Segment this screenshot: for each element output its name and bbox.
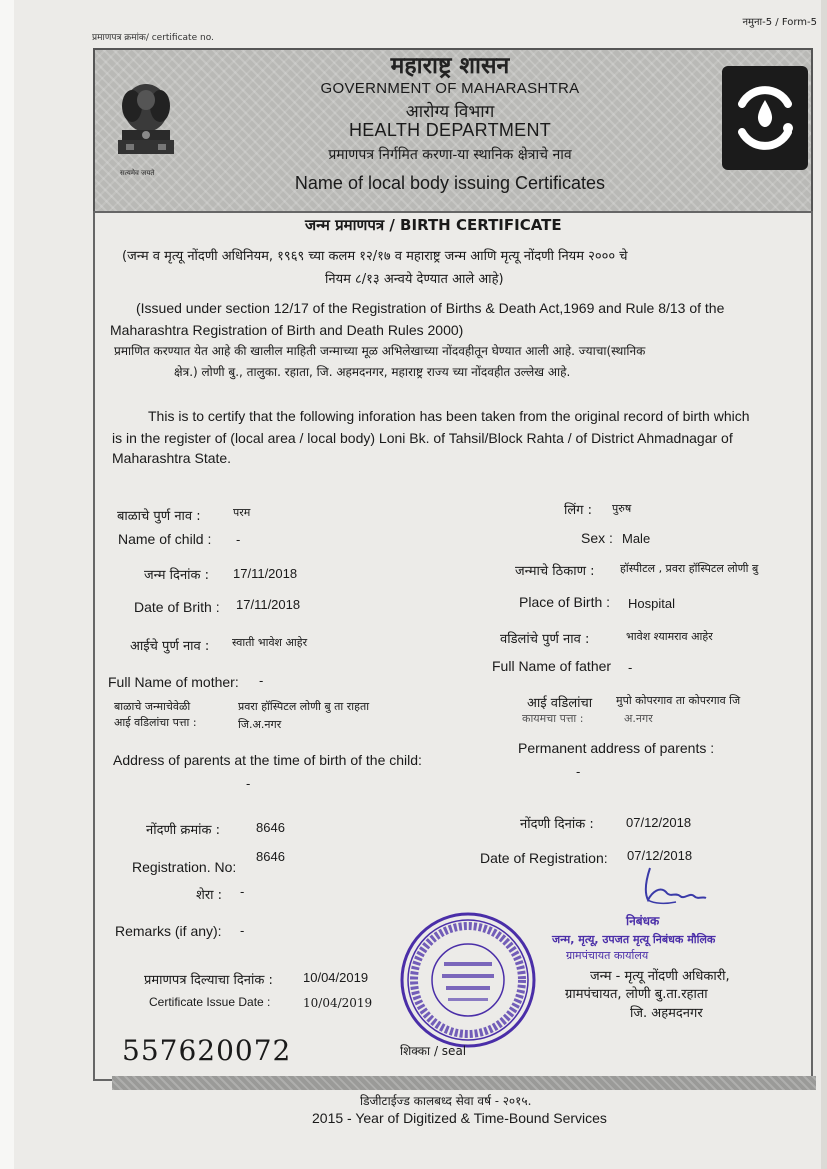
certificate-title: जन्म प्रमाणपत्र / BIRTH CERTIFICATE [305, 216, 562, 234]
mother-mr-value: स्वाती भावेश आहेर [232, 636, 308, 649]
registrar-signature [636, 862, 716, 912]
certificate-number-label: प्रमाणपत्र क्रमांक/ certificate no. [92, 33, 214, 43]
addr-birth-mr-value-2: जि.अ.नगर [238, 718, 282, 731]
act-en-line-2: Maharashtra Registration of Birth and Death Rules 2000) [110, 322, 464, 338]
mother-mr-label: आईचे पुर्ण नाव : [130, 639, 210, 654]
reg-no-mr-value: 8646 [256, 820, 285, 835]
seal-label: शिक्का / seal [400, 1044, 467, 1058]
registrar-mr-line-3: जि. अहमदनगर [630, 1006, 703, 1021]
addr-birth-value: - [246, 776, 251, 791]
father-mr-value: भावेश श्यामराव आहेर [626, 630, 713, 643]
reg-no-label: Registration. No: [132, 859, 237, 875]
reg-no-value: 8646 [256, 849, 285, 864]
dob-value: 17/11/2018 [236, 597, 301, 612]
header-mr-health: आरोग्य विभाग [405, 102, 495, 122]
official-seal-stamp [398, 910, 538, 1050]
issue-date-label: Certificate Issue Date : [149, 995, 271, 1009]
mother-label: Full Name of mother: [108, 674, 239, 690]
national-emblem-icon [108, 78, 184, 182]
certify-en-line-1: This is to certify that the following inforation has been taken from the original record of birth which [148, 408, 750, 424]
addr-birth-mr-value-1: प्रवरा हॉस्पिटल लोणी बु ता राहता [238, 700, 370, 713]
certify-mr-line-1: प्रमाणित करण्यात येत आहे की खालील माहिती जन्माच्या मूळ अभिलेखाच्या नोंदवहीतून घेण्यात आली आहे. ज्याचा(स्थानिक [114, 344, 646, 358]
registrar-purple-line-2: ग्रामपंचायत कार्यालय [566, 949, 649, 962]
pob-mr-value: हॉस्पीटल , प्रवरा हॉस्पिटल लोणी बु [620, 562, 759, 575]
addr-birth-label: Address of parents at the time of birth of the child: [113, 752, 422, 768]
header-health: HEALTH DEPARTMENT [348, 120, 552, 140]
registrar-mr-title: निबंधक [626, 914, 660, 928]
pob-label: Place of Birth : [519, 594, 611, 610]
sex-mr-value: पुरुष [612, 502, 632, 515]
issue-date-mr-label: प्रमाणपत्र दिल्याचा दिनांक : [144, 973, 273, 988]
health-logo [722, 66, 808, 170]
child-name-mr-value: परम [233, 506, 251, 519]
child-name-mr-label: बाळाचे पुर्ण नाव : [117, 509, 201, 524]
footer-band [112, 1076, 816, 1090]
dob-mr-label: जन्म दिनांक : [144, 568, 210, 583]
reg-date-label: Date of Registration: [480, 850, 608, 866]
addr-perm-label: Permanent address of parents : [518, 740, 715, 756]
issue-date-mr-value: 10/04/2019 [303, 970, 369, 985]
emblem-caption: सत्यमेव जयते [120, 169, 155, 177]
reg-date-mr-value: 07/12/2018 [626, 815, 692, 830]
mother-value: - [259, 673, 264, 688]
issue-date-value: 10/04/2019 [303, 996, 373, 1010]
header-local-body: Name of local body issuing Certificates [294, 173, 606, 193]
reg-date-value: 07/12/2018 [627, 848, 693, 863]
addr-perm-mr-value-2: अ.नगर [624, 712, 653, 725]
remarks-mr-value: - [240, 884, 245, 899]
addr-perm-mr-label-1: आई वडिलांचा [527, 696, 593, 711]
reg-no-mr-label: नोंदणी क्रमांक : [146, 823, 221, 838]
addr-perm-mr-label-2: कायमचा पत्ता : [522, 712, 584, 725]
footer-en: 2015 - Year of Digitized & Time-Bound Services [312, 1110, 607, 1126]
act-en-line-1: (Issued under section 12/17 of the Registration of Births & Death Act,1969 and Rule 8/13 of the [136, 300, 725, 316]
act-mr-line-2: नियम ८/१३ अन्वये देण्यात आले आहे) [325, 272, 504, 287]
registrar-mr-line-2: ग्रामपंचायत, लोणी बु.ता.रहाता [565, 987, 708, 1002]
sex-mr-label: लिंग : [564, 503, 593, 518]
reg-date-mr-label: नोंदणी दिनांक : [520, 817, 594, 832]
sex-label: Sex : [581, 530, 613, 546]
header-mr-government: महाराष्ट्र शासन [390, 52, 510, 79]
addr-perm-value: - [576, 764, 581, 779]
addr-birth-mr-label-2: आई वडिलांचा पत्ता : [114, 716, 197, 729]
serial-number: 557620072 [122, 1034, 292, 1067]
addr-perm-mr-value-1: मुपो कोपरगाव ता कोपरगाव जि [616, 694, 741, 707]
registrar-mr-line-1: जन्म - मृत्यू नोंदणी अधिकारी, [590, 969, 730, 984]
father-label: Full Name of father [492, 658, 612, 674]
form-number: नमुना-5 / Form-5 [742, 17, 817, 28]
addr-birth-mr-label-1: बाळाचे जन्माचेवेळी [114, 700, 191, 713]
pob-mr-label: जन्माचे ठिकाण : [515, 564, 595, 579]
certify-mr-line-2: क्षेत्र.) लोणी बु., तालुका. रहाता, जि. अहमदनगर, महाराष्ट्र राज्य च्या नोंदवहीत उल्लेख आहे. [174, 365, 571, 379]
sex-value: Male [622, 531, 651, 546]
footer-mr: डिजीटाईज्ड कालबध्द सेवा वर्ष - २०१५. [360, 1094, 532, 1108]
remarks-label: Remarks (if any): [115, 923, 222, 939]
health-logo-icon [722, 66, 808, 170]
father-value: - [628, 660, 633, 675]
act-mr-line-1: (जन्म व मृत्यू नोंदणी अधिनियम, १९६९ च्या कलम १२/१७ व महाराष्ट्र जन्म आणि मृत्यू नोंदणी नियम २००० चे [122, 249, 628, 264]
dob-mr-value: 17/11/2018 [233, 566, 298, 581]
remarks-value: - [240, 923, 245, 938]
child-name-label: Name of child : [118, 531, 212, 547]
header-mr-local-body: प्रमाणपत्र निर्गमित करणा-या स्थानिक क्षेत्राचे नाव [328, 147, 572, 163]
registrar-purple-line-1: जन्म, मृत्यू, उपजत मृत्यू निबंधक मौलिक [552, 933, 716, 946]
certify-en-line-3: Maharashtra State. [112, 450, 232, 466]
child-name-value: - [236, 532, 241, 547]
certify-en-line-2: is in the register of (local area / local body) Loni Bk. of Tahsil/Block Rahta / of District Ahmadnagar of [112, 430, 733, 446]
header-government: GOVERNMENT OF MAHARASHTRA [320, 80, 580, 97]
father-mr-label: वडिलांचे पुर्ण नाव : [500, 632, 590, 647]
pob-value: Hospital [628, 596, 675, 611]
remarks-mr-label: शेरा : [196, 888, 223, 903]
dob-label: Date of Brith : [134, 599, 220, 615]
